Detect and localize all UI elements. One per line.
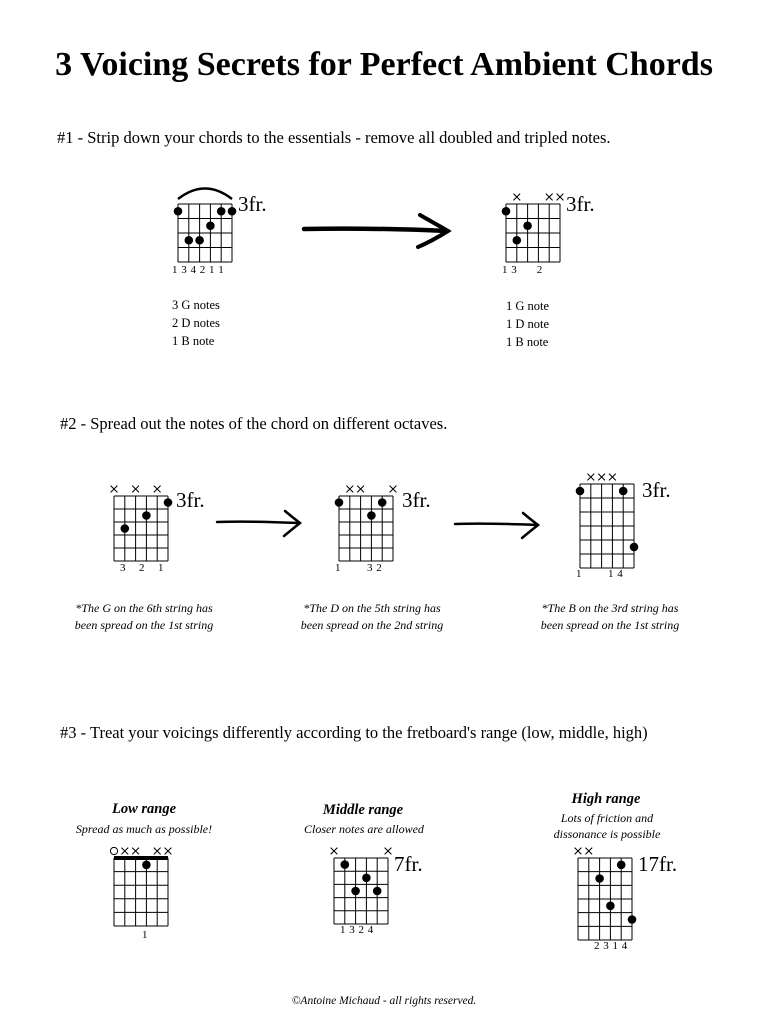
note-count: 1 D note bbox=[506, 317, 550, 331]
muted-string-marker bbox=[331, 848, 338, 855]
page-title: 3 Voicing Secrets for Perfect Ambient Chords bbox=[55, 46, 713, 83]
note-count: 1 G note bbox=[506, 299, 550, 313]
section-2-heading: #2 - Spread out the notes of the chord on different octaves. bbox=[60, 414, 448, 433]
finger-dot bbox=[378, 498, 387, 507]
finger-dot bbox=[206, 221, 215, 230]
fingering-numbers: 1 bbox=[142, 929, 148, 941]
muted-string-marker bbox=[385, 848, 392, 855]
fingering-numbers: 1 3 2 4 bbox=[340, 924, 374, 936]
chord-diagram-low-range bbox=[92, 836, 190, 948]
fingering-numbers: 1 1 4 bbox=[576, 568, 624, 580]
muted-string-marker bbox=[132, 486, 139, 493]
section-3-heading: #3 - Treat your voicings differently according to the fretboard's range (low, middle, high) bbox=[60, 723, 648, 742]
note-count: 1 B note bbox=[172, 334, 215, 348]
finger-dot bbox=[628, 915, 637, 924]
range-title: Middle range bbox=[322, 802, 404, 818]
fingering-numbers: 3 2 1 bbox=[120, 562, 164, 574]
finger-dot bbox=[513, 236, 522, 245]
finger-dot bbox=[174, 207, 183, 216]
range-description-line: Closer notes are allowed bbox=[304, 822, 424, 836]
range-description-line: dissonance is possible bbox=[553, 827, 661, 841]
finger-dot bbox=[606, 902, 615, 911]
copyright-notice: ©Antoine Michaud - all rights reserved. bbox=[291, 995, 477, 1007]
muted-string-marker bbox=[575, 848, 582, 855]
finger-dot bbox=[373, 887, 382, 896]
caption-line: *The D on the 5th string has bbox=[303, 601, 441, 615]
fingering-numbers: 1 3 2 bbox=[502, 264, 543, 276]
caption-line: *The G on the 6th string has bbox=[75, 601, 213, 615]
range-description bbox=[50, 821, 238, 837]
fingering-numbers: 1 3 4 2 1 1 bbox=[172, 264, 225, 276]
muted-string-marker bbox=[546, 194, 553, 201]
finger-dot bbox=[121, 524, 130, 533]
finger-dot bbox=[185, 236, 194, 245]
fret-label: 3fr. bbox=[176, 488, 205, 512]
finger-dot bbox=[367, 511, 376, 520]
finger-dot bbox=[362, 874, 371, 883]
finger-dot bbox=[341, 860, 350, 869]
finger-dot bbox=[617, 861, 626, 870]
muted-string-marker bbox=[585, 848, 592, 855]
finger-dot bbox=[164, 498, 173, 507]
muted-string-marker bbox=[111, 486, 118, 493]
finger-dot bbox=[619, 487, 628, 496]
range-title: Low range bbox=[111, 801, 177, 817]
fret-label: 3fr. bbox=[642, 478, 671, 502]
range-description-line: Lots of friction and bbox=[560, 811, 654, 825]
finger-dot bbox=[142, 511, 151, 520]
muted-string-marker bbox=[154, 486, 161, 493]
note-count: 3 G notes bbox=[172, 298, 220, 312]
muted-string-marker bbox=[557, 194, 564, 201]
fret-label: 3fr. bbox=[238, 192, 267, 216]
note-count: 1 B note bbox=[506, 335, 549, 349]
caption-line: been spread on the 2nd string bbox=[300, 618, 444, 632]
fret-label: 17fr. bbox=[638, 852, 678, 876]
range-description bbox=[272, 821, 456, 837]
finger-dot bbox=[502, 207, 511, 216]
right-arrow-icon bbox=[453, 510, 543, 540]
caption-line: been spread on the 1st string bbox=[540, 618, 680, 632]
finger-dot bbox=[595, 874, 604, 883]
note-count-list bbox=[172, 296, 220, 350]
muted-string-marker bbox=[513, 194, 520, 201]
muted-string-marker bbox=[609, 474, 616, 481]
finger-dot bbox=[351, 887, 360, 896]
muted-string-marker bbox=[121, 848, 128, 855]
caption-line: been spread on the 1st string bbox=[74, 618, 214, 632]
note-count-list bbox=[506, 297, 549, 351]
finger-dot bbox=[576, 487, 585, 496]
caption-line: *The B on the 3rd string has bbox=[541, 601, 679, 615]
caption bbox=[284, 600, 460, 634]
right-arrow-icon bbox=[302, 212, 452, 248]
open-string-marker bbox=[110, 847, 117, 854]
fingering-numbers: 1 3 2 bbox=[335, 562, 383, 574]
note-count: 2 D notes bbox=[172, 316, 220, 330]
muted-string-marker bbox=[132, 848, 139, 855]
finger-dot bbox=[195, 236, 204, 245]
range-description-line: Spread as much as possible! bbox=[75, 822, 213, 836]
muted-string-marker bbox=[165, 848, 172, 855]
fingering-numbers: 2 3 1 4 bbox=[594, 940, 628, 952]
finger-dot bbox=[228, 207, 237, 216]
section-1-heading: #1 - Strip down your chords to the essentials - remove all doubled and tripled notes. bbox=[57, 128, 611, 147]
muted-string-marker bbox=[154, 848, 161, 855]
muted-string-marker bbox=[587, 474, 594, 481]
muted-string-marker bbox=[357, 486, 364, 493]
range-title: High range bbox=[571, 791, 641, 807]
caption bbox=[522, 600, 698, 634]
fret-label: 3fr. bbox=[402, 488, 431, 512]
muted-string-marker bbox=[598, 474, 605, 481]
muted-string-marker bbox=[390, 486, 397, 493]
fret-label: 3fr. bbox=[566, 192, 595, 216]
finger-dot bbox=[335, 498, 344, 507]
muted-string-marker bbox=[346, 486, 353, 493]
finger-dot bbox=[523, 221, 532, 230]
finger-dot bbox=[217, 207, 226, 216]
right-arrow-icon bbox=[215, 508, 305, 538]
fret-label: 7fr. bbox=[394, 852, 423, 876]
barre-arc bbox=[178, 189, 232, 200]
caption bbox=[58, 600, 230, 634]
finger-dot bbox=[630, 543, 639, 552]
finger-dot bbox=[142, 861, 151, 870]
